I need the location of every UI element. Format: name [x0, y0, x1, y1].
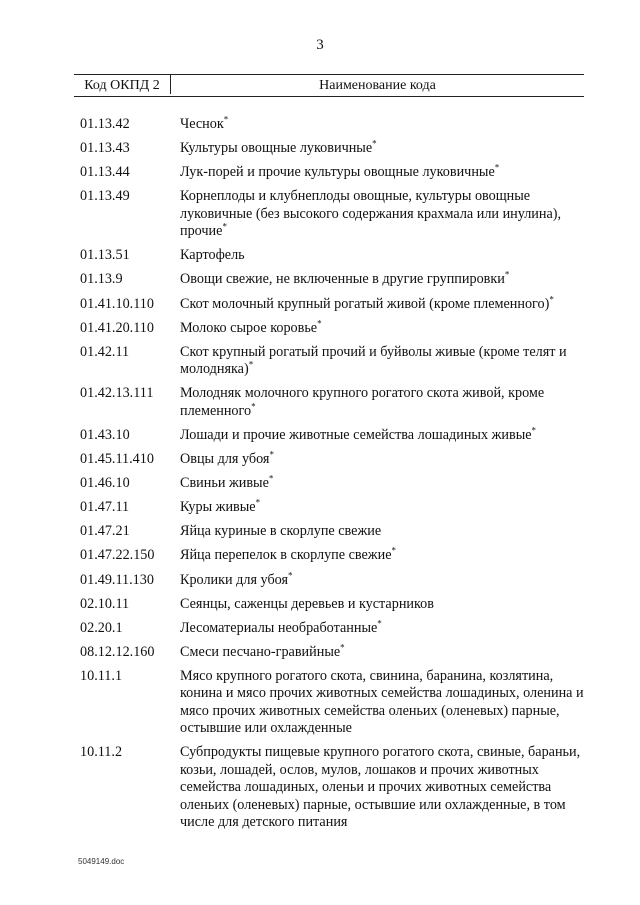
- table-row: [80, 547, 590, 565]
- row-name: [180, 668, 590, 738]
- row-name-text: Мясо крупного рогатого скота, свинина, баранина, козлятина, конина и мясо прочих животных семейства лошадиных, оленина и мясо прочих животных семейства оленьих (оленевых) парные, остывшие или охлажденные: [180, 667, 584, 737]
- row-code: 01.47.21: [80, 523, 130, 540]
- codes-table: [80, 116, 590, 839]
- row-name-text: Скот молочный крупный рогатый живой (кроме племенного): [180, 295, 550, 312]
- footnote-mark: *: [340, 642, 345, 653]
- row-code: 10.11.1: [80, 667, 123, 684]
- table-row: [80, 164, 590, 182]
- page-number: 3: [316, 37, 324, 53]
- row-name-text: Яйца перепелок в скорлупе свежие: [180, 547, 392, 564]
- row-code: 01.42.11: [80, 343, 130, 360]
- row-name: [180, 475, 590, 493]
- footnote-mark: *: [255, 497, 261, 508]
- row-name-text: Корнеплоды и клубнеплоды овощные, культуры овощные луковичные (без высокого содержания крахмала или инулина), прочие: [180, 188, 562, 240]
- row-name-text: Молоко сырое коровье: [180, 319, 318, 336]
- row-name: [180, 523, 590, 541]
- footnote-mark: *: [372, 138, 377, 149]
- file-name: 5049149.doc: [78, 857, 125, 866]
- row-name: [180, 569, 590, 590]
- table-row: [80, 247, 590, 265]
- row-name-text: Овцы для убоя: [180, 451, 270, 468]
- header-code: Код ОКПД 2: [74, 75, 171, 94]
- row-code: 01.47.11: [80, 499, 130, 516]
- table-row: [80, 293, 590, 314]
- row-code: 02.20.1: [80, 619, 123, 636]
- row-code: 01.41.20.110: [80, 319, 154, 336]
- table-row: [80, 668, 590, 738]
- row-name: [180, 427, 590, 445]
- row-name-text: Лошади и прочие животные семейства лошадиных живые: [180, 426, 532, 443]
- row-name: [180, 385, 590, 420]
- row-name: [180, 499, 590, 517]
- table-row: [80, 617, 590, 638]
- row-code: 01.13.51: [80, 247, 130, 264]
- row-name-text: Овощи свежие, не включенные в другие группировки: [180, 271, 505, 288]
- footnote-mark: *: [549, 293, 554, 304]
- row-name: [180, 188, 590, 241]
- row-name: [180, 140, 590, 158]
- table-row: [80, 317, 590, 338]
- table-row: [80, 523, 590, 541]
- row-name: [180, 596, 590, 614]
- row-name-text: Чеснок: [180, 116, 224, 132]
- row-name: [180, 293, 590, 314]
- footnote-mark: *: [248, 359, 254, 370]
- row-name-text: Молодняк молочного крупного рогатого скота живой, кроме племенного: [180, 385, 545, 419]
- row-code: 01.49.11.130: [80, 571, 154, 588]
- row-code: 01.46.10: [80, 475, 130, 492]
- row-name-text: Кролики для убоя: [180, 571, 289, 588]
- row-code: 01.43.10: [80, 426, 130, 443]
- footnote-mark: *: [504, 269, 510, 280]
- header-name: Наименование кода: [319, 78, 436, 93]
- row-code: 01.13.42: [80, 116, 130, 132]
- row-code: 01.45.11.410: [80, 451, 154, 468]
- row-name-text: Лесоматериалы необработанные: [180, 619, 378, 636]
- footnote-mark: *: [223, 114, 229, 125]
- row-name-text: Лук-порей и прочие культуры овощные луковичные: [180, 164, 495, 181]
- row-name-text: Яйца куриные в скорлупе свежие: [180, 523, 382, 540]
- table-row: [80, 116, 590, 134]
- footnote-mark: *: [269, 449, 274, 460]
- table-row: [80, 475, 590, 493]
- row-code: 01.42.13.111: [80, 385, 154, 402]
- row-code: 02.10.11: [80, 595, 130, 612]
- footnote-mark: *: [251, 401, 256, 412]
- table-row: [80, 271, 590, 289]
- row-code: 01.47.22.150: [80, 547, 155, 564]
- table-header: [74, 74, 584, 97]
- table-row: [80, 744, 590, 832]
- footnote-mark: *: [222, 221, 227, 232]
- row-code: 01.13.9: [80, 271, 123, 288]
- table-row: [80, 596, 590, 614]
- row-name-text: Свиньи живые: [180, 475, 269, 492]
- row-name-text: Культуры овощные луковичные: [180, 140, 373, 157]
- row-name-text: Куры живые: [180, 499, 256, 516]
- table-row: [80, 427, 590, 445]
- row-name: [180, 744, 590, 832]
- row-code: 01.13.44: [80, 164, 130, 181]
- row-name: [180, 344, 590, 379]
- row-name-text: Скот крупный рогатый прочий и буйволы живые (кроме телят и молодняка): [180, 343, 567, 378]
- row-code: 08.12.12.160: [80, 643, 155, 660]
- row-name: [180, 644, 590, 662]
- row-code: 01.41.10.110: [80, 295, 154, 312]
- row-name: [180, 247, 590, 265]
- table-row: [80, 344, 590, 379]
- row-name-text: Субпродукты пищевые крупного рогатого скота, свиные, бараньи, козьи, лошадей, ослов, мулов, лошаков и прочих животных семейства лошадиных, оленьи и прочих животных семейства оленьих (оленевых) парные, остывшие или охлажденные, в том числе для детского питания: [180, 744, 581, 831]
- row-code: 01.13.49: [80, 188, 130, 205]
- row-name: [180, 617, 590, 638]
- table-row: [80, 569, 590, 590]
- table-row: [80, 188, 590, 241]
- row-name: [180, 116, 590, 134]
- row-name: [180, 271, 590, 289]
- row-name-text: Картофель: [180, 247, 245, 264]
- footnote-mark: *: [268, 473, 274, 484]
- row-code: 10.11.2: [80, 744, 123, 761]
- row-name-text: Смеси песчано-гравийные: [180, 643, 341, 660]
- footnote-mark: *: [494, 162, 500, 173]
- table-row: [80, 140, 590, 158]
- row-name: [180, 164, 590, 182]
- table-row: [80, 385, 590, 420]
- footnote-mark: *: [288, 569, 293, 580]
- table-row: [80, 451, 590, 469]
- row-name: [180, 547, 590, 565]
- table-row: [80, 499, 590, 517]
- footnote-mark: *: [377, 617, 382, 628]
- row-name: [180, 451, 590, 469]
- footnote-mark: *: [391, 545, 397, 556]
- row-name-text: Сеянцы, саженцы деревьев и кустарников: [180, 595, 434, 612]
- row-name: [180, 317, 590, 338]
- row-code: 01.13.43: [80, 140, 130, 157]
- footnote-mark: *: [317, 317, 322, 328]
- footnote-mark: *: [531, 425, 537, 436]
- table-row: [80, 644, 590, 662]
